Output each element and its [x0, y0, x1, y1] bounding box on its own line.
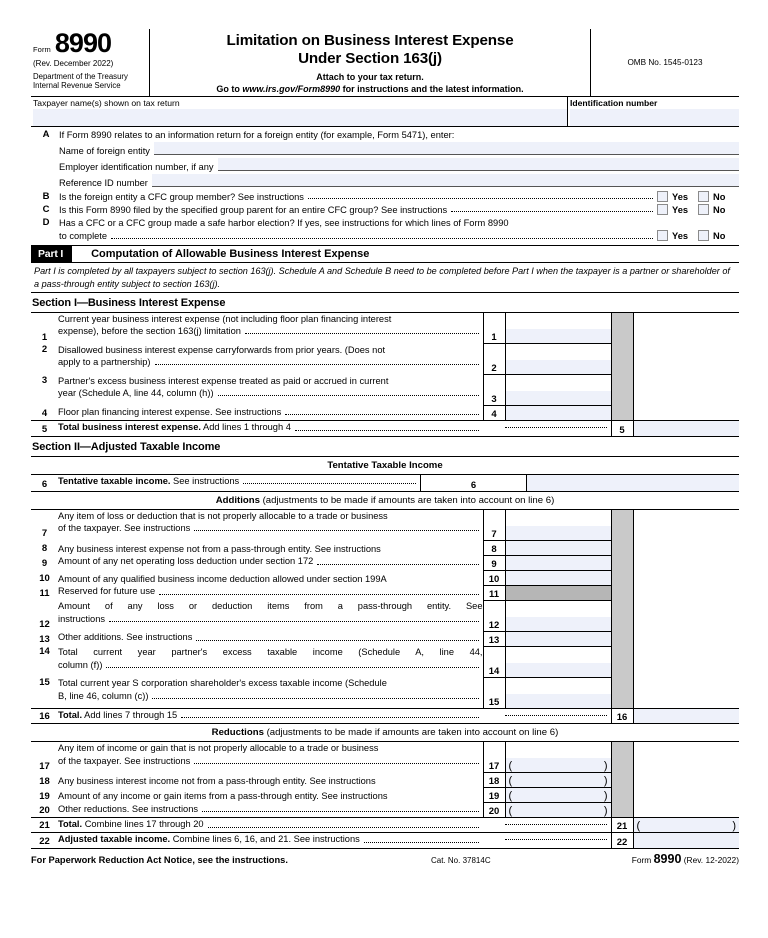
line10-blank-cell [633, 570, 739, 585]
line19-box-number: 19 [483, 788, 505, 803]
line1-box-number: 1 [483, 313, 505, 344]
line21-spacer-number [483, 818, 505, 833]
additions-header-rest: (adjustments to be made if amounts are taken into account on line 6) [259, 494, 555, 506]
line16-number: 16 [31, 708, 58, 723]
table-row [31, 677, 739, 708]
line11-box-number: 11 [483, 585, 505, 600]
line16-amount-input[interactable] [633, 708, 739, 723]
form-title-line2: Under Section 163(j) [298, 49, 442, 67]
line16-box-number: 16 [611, 708, 633, 723]
line14-amount-input[interactable] [505, 646, 611, 677]
footer-form-word: Form [631, 854, 652, 865]
taxpayer-name-input[interactable] [33, 109, 567, 126]
form-header-left [31, 29, 150, 96]
line7-amount-input[interactable] [505, 509, 611, 540]
line19-number: 19 [39, 790, 50, 802]
line17-amount-input[interactable] [505, 742, 611, 773]
line7-shaded-cell [611, 509, 633, 540]
line15-amount-input[interactable] [505, 677, 611, 708]
part1-bar [31, 246, 739, 264]
question-d-text-line2: to complete [59, 230, 108, 241]
question-c [31, 204, 739, 215]
line10-amount-input[interactable] [505, 570, 611, 585]
line15-shaded-cell [611, 677, 633, 708]
line16-description: Total. Add lines 7 through 15 [58, 708, 483, 723]
table-row [31, 818, 739, 833]
line21-spacer-leader [505, 818, 611, 833]
table-row [31, 313, 739, 344]
taxpayer-row [31, 97, 739, 127]
line13-number: 13 [39, 634, 50, 646]
table-row [31, 344, 739, 375]
tentative-taxable-income-header: Tentative Taxable Income [31, 457, 739, 475]
table-row [31, 570, 739, 585]
line15-description: Total current year S corporation shareholder's excess taxable income (Schedule B, line 46, column (c)) [58, 677, 483, 708]
line3-amount-input[interactable] [505, 375, 611, 406]
table-row [31, 600, 739, 631]
line2-shaded-cell [611, 344, 633, 375]
line11-number: 11 [39, 588, 50, 600]
table-row [31, 646, 739, 677]
line6-number: 6 [41, 478, 48, 490]
line8-number: 8 [41, 543, 48, 555]
foreign-entity-ein-input[interactable] [218, 158, 739, 171]
line7-number: 7 [41, 528, 48, 540]
line1-blank-cell [633, 313, 739, 344]
question-b-yes-label: Yes [672, 191, 689, 202]
question-b-yes-checkbox[interactable] [657, 191, 668, 202]
line18-blank-cell [633, 773, 739, 788]
line3-box-number: 3 [483, 375, 505, 406]
line20-box-number: 20 [483, 803, 505, 818]
line22-amount-input[interactable] [633, 833, 739, 848]
additions-header [31, 491, 739, 509]
line14-description: Total current year partner's excess taxable income (Schedule A, line 44, column (f)) [58, 647, 483, 670]
reference-id-label: Reference ID number [59, 178, 148, 189]
additions-header-bold: Additions [215, 494, 260, 506]
table-row [31, 803, 739, 818]
footer-form-number: 8990 [653, 851, 682, 866]
question-c-yes-checkbox[interactable] [657, 204, 668, 215]
line17-box-number: 17 [483, 742, 505, 773]
line7-blank-cell [633, 509, 739, 540]
line16-spacer-leader [505, 708, 611, 723]
line18-number: 18 [39, 775, 50, 787]
goto-prefix: Go to [216, 84, 243, 95]
line20-number: 20 [39, 805, 50, 817]
line5-box-number: 5 [611, 421, 633, 436]
line9-amount-input[interactable] [505, 555, 611, 570]
line15-blank-cell [633, 677, 739, 708]
line11-blank-cell [633, 585, 739, 600]
foreign-entity-ein-label: Employer identification number, if any [59, 162, 214, 173]
line19-amount-input[interactable] [505, 788, 611, 803]
line18-description: Any business interest income not from a pass-through entity. See instructions [58, 776, 376, 787]
reference-id-input[interactable] [152, 174, 739, 187]
line3-shaded-cell [611, 375, 633, 406]
question-c-no-label: No [713, 204, 726, 215]
line21-box-number: 21 [611, 818, 633, 833]
question-c-letter: C [42, 204, 50, 216]
line13-box-number: 13 [483, 631, 505, 646]
line2-amount-input[interactable] [505, 344, 611, 375]
question-d-text-row2 [59, 230, 739, 242]
goto-url[interactable]: www.irs.gov/Form8990 [242, 84, 341, 95]
line11-reserved-shaded-cell [505, 585, 611, 600]
question-b-no-checkbox[interactable] [698, 191, 709, 202]
question-a-letter: A [42, 129, 50, 141]
table-row [31, 406, 739, 421]
table-row [31, 708, 739, 723]
line13-description: Other additions. See instructions [58, 631, 483, 646]
question-b-text: Is the foreign entity a CFC group member? See instructions [59, 192, 304, 203]
line2-blank-cell [633, 344, 739, 375]
line10-box-number: 10 [483, 570, 505, 585]
line15-box-number: 15 [483, 677, 505, 708]
line4-amount-input[interactable] [505, 406, 611, 421]
question-c-yes-label: Yes [672, 204, 689, 215]
question-b-leader [308, 192, 653, 199]
table-row [31, 475, 739, 491]
line12-number: 12 [39, 619, 50, 631]
line8-amount-input[interactable] [505, 540, 611, 555]
line8-blank-cell [633, 540, 739, 555]
line6-description: Tentative taxable income. See instructions [58, 475, 421, 491]
line20-description: Other reductions. See instructions [58, 803, 483, 818]
question-b-answers [657, 191, 739, 202]
footer-form-identity [632, 852, 739, 866]
line20-amount-input[interactable] [505, 803, 611, 818]
line12-shaded-cell [611, 600, 633, 631]
line22-box-number: 22 [611, 833, 633, 848]
line10-description: Amount of any qualified business income deduction allowed under section 199A [58, 573, 387, 584]
line18-box-number: 18 [483, 773, 505, 788]
question-d-no-checkbox[interactable] [698, 230, 709, 241]
line9-blank-cell [633, 555, 739, 570]
omb-number: OMB No. 1545-0123 [627, 58, 703, 68]
line4-blank-cell [633, 406, 739, 421]
line4-description: Floor plan financing interest expense. See instructions [58, 406, 483, 421]
line22-description: Adjusted taxable income. Combine lines 6, 16, and 21. See instructions [58, 833, 483, 848]
paperwork-notice: For Paperwork Reduction Act Notice, see the instructions. [31, 854, 288, 865]
line20-shaded-cell [611, 803, 633, 818]
table-row [31, 833, 739, 848]
question-c-leader [451, 205, 653, 212]
line7-description: Any item of loss or deduction that is not properly allocable to a trade or business of the taxpayer. See instructions [58, 509, 483, 540]
form-title-line1: Limitation on Business Interest Expense [226, 32, 514, 49]
table-row [31, 555, 739, 570]
form-body [31, 29, 739, 866]
table-row [31, 421, 739, 436]
question-b [31, 191, 739, 202]
line16-spacer-number [483, 708, 505, 723]
line5-number: 5 [31, 421, 58, 436]
line14-number: 14 [39, 646, 50, 658]
attach-instruction: Attach to your tax return. [316, 71, 424, 82]
question-d-no-label: No [713, 230, 726, 241]
line22-spacer-number [483, 833, 505, 848]
goto-suffix: for instructions and the latest information. [340, 84, 524, 95]
line17-shaded-cell [611, 742, 633, 773]
question-d [31, 217, 739, 242]
reductions-table [31, 741, 739, 848]
form-identity [33, 30, 145, 58]
line8-box-number: 8 [483, 540, 505, 555]
line1-description: Current year business interest expense (not including floor plan financing interest expense), before the section 163(j) limitation [58, 313, 483, 344]
section1-heading: Section I—Business Interest Expense [31, 293, 739, 313]
line2-box-number: 2 [483, 344, 505, 375]
form-footer [31, 848, 739, 866]
line5-amount-input[interactable] [633, 421, 739, 436]
line1-amount-input[interactable] [505, 313, 611, 344]
taxpayer-name-cell [31, 97, 568, 126]
table-row [31, 788, 739, 803]
form-word-label: Form [33, 45, 51, 54]
line15-number: 15 [39, 677, 50, 689]
line3-blank-cell [633, 375, 739, 406]
identification-number-label: Identification number [570, 98, 658, 109]
line9-description: Amount of any net operating loss deduction under section 172 [58, 555, 483, 570]
footer-form-revision: (Rev. 12-2022) [683, 854, 739, 865]
line19-blank-cell [633, 788, 739, 803]
line1-shaded-cell [611, 313, 633, 344]
line13-shaded-cell [611, 631, 633, 646]
question-d-text-line1: Has a CFC or a CFC group made a safe harbor election? If yes, see instructions for which lines of Form 8990 [59, 218, 509, 229]
goto-instruction [154, 84, 586, 94]
question-d-yes-checkbox[interactable] [657, 230, 668, 241]
question-a-text: If Form 8990 relates to an information return for a foreign entity (for example, Form 5471), enter: [59, 130, 455, 141]
question-c-text: Is this Form 8990 filed by the specified group parent for an entire CFC group? See instructions [59, 205, 448, 216]
question-a [31, 129, 739, 141]
table-row [31, 585, 739, 600]
line4-shaded-cell [611, 406, 633, 421]
reductions-header-rest: (adjustments to be made if amounts are taken into account on line 6) [263, 727, 559, 739]
line18-shaded-cell [611, 773, 633, 788]
line3-description: Partner's excess business interest expense treated as paid or accrued in current year (Schedule A, line 44, column (h)) [58, 375, 483, 406]
question-c-no-checkbox[interactable] [698, 204, 709, 215]
table-row [31, 540, 739, 555]
line10-shaded-cell [611, 570, 633, 585]
identification-number-cell [568, 97, 739, 126]
table-row [31, 742, 739, 773]
line5-spacer-leader [505, 421, 611, 436]
agency-service-line: Internal Revenue Service [33, 81, 121, 91]
line12-blank-cell [633, 600, 739, 631]
line6-table [31, 475, 739, 491]
line2-number: 2 [41, 343, 48, 355]
line5-description: Total business interest expense. Add lines 1 through 4 [58, 421, 483, 436]
line13-amount-input[interactable] [505, 631, 611, 646]
line19-shaded-cell [611, 788, 633, 803]
line14-blank-cell [633, 646, 739, 677]
line13-blank-cell [633, 631, 739, 646]
part1-tag: Part I [31, 246, 72, 262]
question-b-letter: B [42, 191, 50, 203]
question-d-answers [657, 230, 739, 242]
question-d-leader [111, 232, 653, 239]
table-row [31, 631, 739, 646]
form-revision: (Rev. December 2022) [33, 58, 114, 68]
line7-box-number: 7 [483, 509, 505, 540]
agency-dept-line: Department of the Treasury [33, 71, 128, 81]
question-d-yes-label: Yes [672, 230, 689, 241]
line8-description: Any business interest expense not from a pass-through entity. See instructions [58, 543, 381, 554]
question-b-no-label: No [713, 191, 726, 202]
question-a-sub-2 [31, 158, 739, 172]
line5-spacer-number [483, 421, 505, 436]
additions-table [31, 509, 739, 724]
form-header-center [150, 29, 591, 96]
question-d-letter: D [42, 217, 50, 229]
line9-number: 9 [41, 558, 48, 570]
line9-shaded-cell [611, 555, 633, 570]
part1-note: Part I is completed by all taxpayers subject to section 163(j). Schedule A and Schedule B need to be completed before Part I when the taxpayer is a partner or shareholder of a pass-through entity subject to section 163(j). [31, 263, 739, 292]
line9-box-number: 9 [483, 555, 505, 570]
form-title [154, 32, 586, 68]
line12-box-number: 12 [483, 600, 505, 631]
line8-shaded-cell [611, 540, 633, 555]
line12-description: Amount of any loss or deduction items from a pass-through entity. See instructions [58, 601, 483, 624]
line17-description: Any item of income or gain that is not properly allocable to a trade or business of the taxpayer. See instructions [58, 742, 483, 773]
line10-number: 10 [39, 573, 50, 585]
reductions-header-bold: Reductions [211, 727, 264, 739]
question-a-sub-1 [31, 142, 739, 156]
foreign-entity-name-input[interactable] [154, 142, 739, 155]
section1-lines-table [31, 313, 739, 436]
reductions-header [31, 723, 739, 741]
line14-shaded-cell [611, 646, 633, 677]
table-row [31, 509, 739, 540]
line17-blank-cell [633, 742, 739, 773]
line21-amount-input[interactable] [633, 818, 739, 833]
form-number: 8990 [54, 28, 111, 58]
line6-amount-input[interactable] [527, 475, 740, 491]
table-row [31, 773, 739, 788]
catalog-number: Cat. No. 37814C [431, 855, 491, 865]
line22-spacer-leader [505, 833, 611, 848]
form-agency [33, 72, 145, 91]
line17-number: 17 [39, 760, 50, 772]
question-d-text [59, 217, 739, 242]
foreign-entity-name-label: Name of foreign entity [59, 146, 150, 157]
question-a-sub-3 [31, 174, 739, 188]
line11-description: Reserved for future use [58, 585, 483, 600]
questions-block [31, 127, 739, 246]
line3-number: 3 [41, 374, 48, 386]
line4-box-number: 4 [483, 406, 505, 421]
line1-number: 1 [41, 331, 48, 343]
line19-description: Amount of any income or gain items from a pass-through entity. See instructions [58, 791, 388, 802]
line12-amount-input[interactable] [505, 600, 611, 631]
line11-shaded-cell [611, 585, 633, 600]
line21-number: 21 [31, 818, 58, 833]
line20-blank-cell [633, 803, 739, 818]
line2-description: Disallowed business interest expense carryforwards from prior years. (Does not apply to a partnership) [58, 344, 483, 375]
identification-number-input[interactable] [570, 109, 739, 126]
form-header [31, 29, 739, 97]
line22-number: 22 [31, 833, 58, 848]
line4-number: 4 [41, 408, 48, 420]
line21-description: Total. Combine lines 17 through 20 [58, 818, 483, 833]
part1-title: Computation of Allowable Business Interest Expense [91, 247, 370, 260]
taxpayer-name-label: Taxpayer name(s) shown on tax return [33, 98, 180, 109]
line18-amount-input[interactable] [505, 773, 611, 788]
line6-box-number: 6 [421, 475, 527, 491]
question-c-answers [657, 204, 739, 215]
line14-box-number: 14 [483, 646, 505, 677]
section2-heading: Section II—Adjusted Taxable Income [31, 436, 739, 457]
table-row [31, 375, 739, 406]
